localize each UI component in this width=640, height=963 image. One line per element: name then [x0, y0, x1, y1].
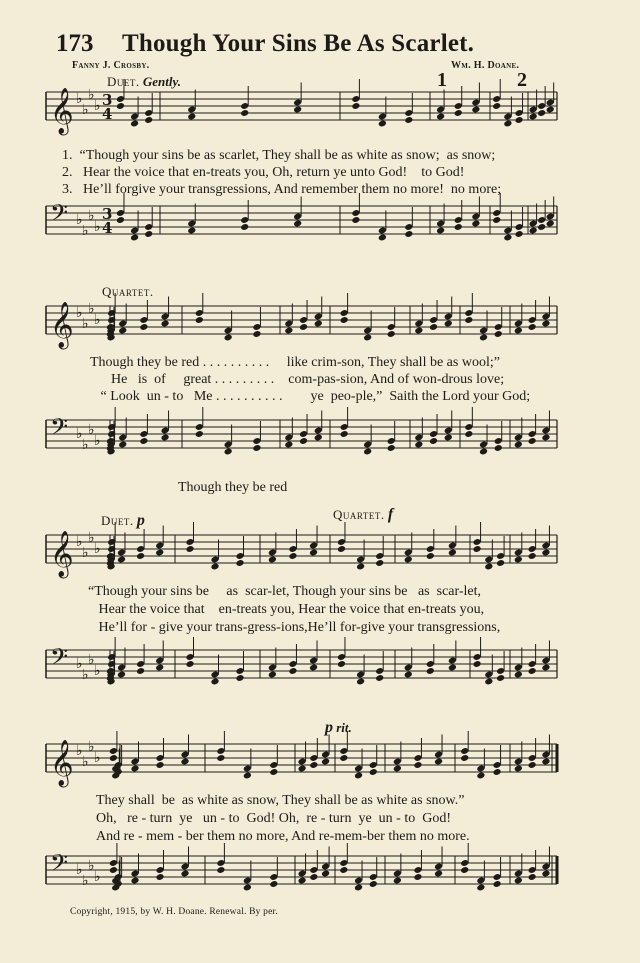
svg-text:𝄢: 𝄢	[50, 199, 69, 232]
ritardando-marking: rit.	[336, 720, 352, 735]
svg-text:♭: ♭	[94, 869, 101, 885]
svg-text:𝄞: 𝄞	[50, 531, 74, 577]
svg-text:♭: ♭	[76, 212, 83, 228]
svg-text:♭: ♭	[82, 102, 89, 118]
svg-text:𝄢: 𝄢	[50, 849, 69, 882]
hymn-title: Though Your Sins Be As Scarlet.	[122, 30, 475, 57]
svg-text:♭: ♭	[94, 219, 101, 235]
part-label-quartet: Quartet.	[102, 284, 154, 299]
svg-text:♭: ♭	[82, 316, 89, 332]
svg-text:♭: ♭	[88, 422, 95, 438]
svg-text:♭: ♭	[94, 312, 101, 328]
svg-text:♭: ♭	[82, 437, 89, 453]
part-label-quartet: Quartet.	[333, 507, 385, 522]
verse-line-2-system3: Hear the voice that en-treats you, Hear the voice that en-treats you,	[88, 602, 485, 617]
dynamic-piano: p	[136, 512, 145, 529]
svg-text:♭: ♭	[76, 656, 83, 672]
verse-line-3-system2: “ Look un - to Me . . . . . . . . . . ye peo-ple,” Saith the Lord your God;	[90, 389, 531, 404]
svg-text:4: 4	[102, 219, 113, 237]
treble-staff-system2	[40, 298, 570, 358]
verse-line-1-system4: They shall be as white as snow, They shall be as white as snow.”	[96, 793, 465, 808]
svg-text:3: 3	[102, 91, 113, 109]
verse-line-1-system3: “Though your sins be as scar-let, Though your sins be as scar-let,	[88, 584, 482, 599]
svg-text:♭: ♭	[94, 750, 101, 766]
svg-text:4: 4	[102, 105, 113, 123]
svg-text:♭: ♭	[76, 534, 83, 550]
svg-text:𝄢: 𝄢	[50, 413, 69, 446]
tempo-marking: Gently.	[142, 74, 182, 89]
svg-text:♭: ♭	[82, 754, 89, 770]
svg-text:♭: ♭	[82, 667, 89, 683]
verse-line-3-system1: 3. He’ll forgive your transgressions, And remember them no more! no more;	[62, 182, 502, 197]
hymn-number: 173	[56, 30, 94, 57]
svg-text:♭: ♭	[88, 652, 95, 668]
part-label-duet: Duet.	[101, 513, 134, 528]
verse-line-1-system2: Though they be red . . . . . . . . . . like crim-son, They shall be as wool;”	[90, 355, 500, 370]
svg-text:♭: ♭	[88, 739, 95, 755]
svg-text:♭: ♭	[88, 208, 95, 224]
svg-text:♭: ♭	[82, 545, 89, 561]
treble-staff-system3	[40, 527, 570, 587]
svg-text:♭: ♭	[88, 530, 95, 546]
svg-text:𝄞: 𝄞	[50, 302, 74, 348]
svg-text:♭: ♭	[82, 873, 89, 889]
svg-text:♭: ♭	[76, 743, 83, 759]
verse-line-2-system1: 2. Hear the voice that en-treats you, Oh, return ye unto God! to God!	[62, 165, 465, 180]
composer-credit: Wm. H. Doane.	[451, 60, 520, 71]
copyright-notice: Copyright, 1915, by W. H. Doane. Renewal. By per.	[70, 907, 278, 917]
verse-line-1-system1: 1. “Though your sins be as scarlet, They shall be as white as snow; as snow;	[62, 148, 496, 163]
svg-text:♭: ♭	[88, 87, 95, 103]
svg-text:♭: ♭	[88, 301, 95, 317]
bass-staff-system3	[40, 642, 570, 712]
svg-text:𝄞: 𝄞	[50, 88, 74, 134]
treble-staff-system4	[40, 736, 570, 796]
svg-text:♭: ♭	[76, 305, 83, 321]
svg-text:♭: ♭	[94, 98, 101, 114]
svg-text:♭: ♭	[76, 91, 83, 107]
svg-text:𝄢: 𝄢	[50, 643, 69, 676]
part-label-duet: Duet.	[107, 74, 140, 89]
svg-text:♭: ♭	[88, 858, 95, 874]
verse-line-2-system4: Oh, re - turn ye un - to God! Oh, re - turn ye un - to God!	[96, 811, 451, 826]
second-ending-label: 2	[517, 69, 527, 91]
svg-text:♭: ♭	[76, 862, 83, 878]
dynamic-forte: f	[387, 506, 394, 523]
bass-staff-system1	[40, 198, 570, 268]
treble-staff-system1	[40, 84, 570, 140]
svg-text:♭: ♭	[94, 433, 101, 449]
verse-line-2-system2: He is of great . . . . . . . . . com-pas-sion, And of won-drous love;	[90, 372, 505, 387]
svg-text:𝄞: 𝄞	[50, 740, 74, 786]
bass-lyric-system2: Though they be red	[178, 480, 288, 495]
system3-quartet-marking	[333, 506, 393, 524]
verse-line-3-system4: And re - mem - ber them no more, And re-mem-ber them no more.	[96, 829, 470, 844]
bass-staff-system4	[40, 849, 570, 902]
dynamic-piano: p	[325, 719, 333, 736]
svg-text:♭: ♭	[76, 426, 83, 442]
bass-staff-system2	[40, 412, 570, 482]
author-credit: Fanny J. Crosby.	[72, 60, 150, 71]
svg-text:♭: ♭	[94, 663, 101, 679]
svg-text:♭: ♭	[94, 541, 101, 557]
first-ending-label: 1	[437, 69, 447, 91]
svg-text:♭: ♭	[82, 223, 89, 239]
svg-text:3: 3	[102, 205, 113, 223]
verse-line-3-system3: He’ll for - give your trans-gress-ions,He’ll for-give your transgressions,	[88, 620, 501, 635]
